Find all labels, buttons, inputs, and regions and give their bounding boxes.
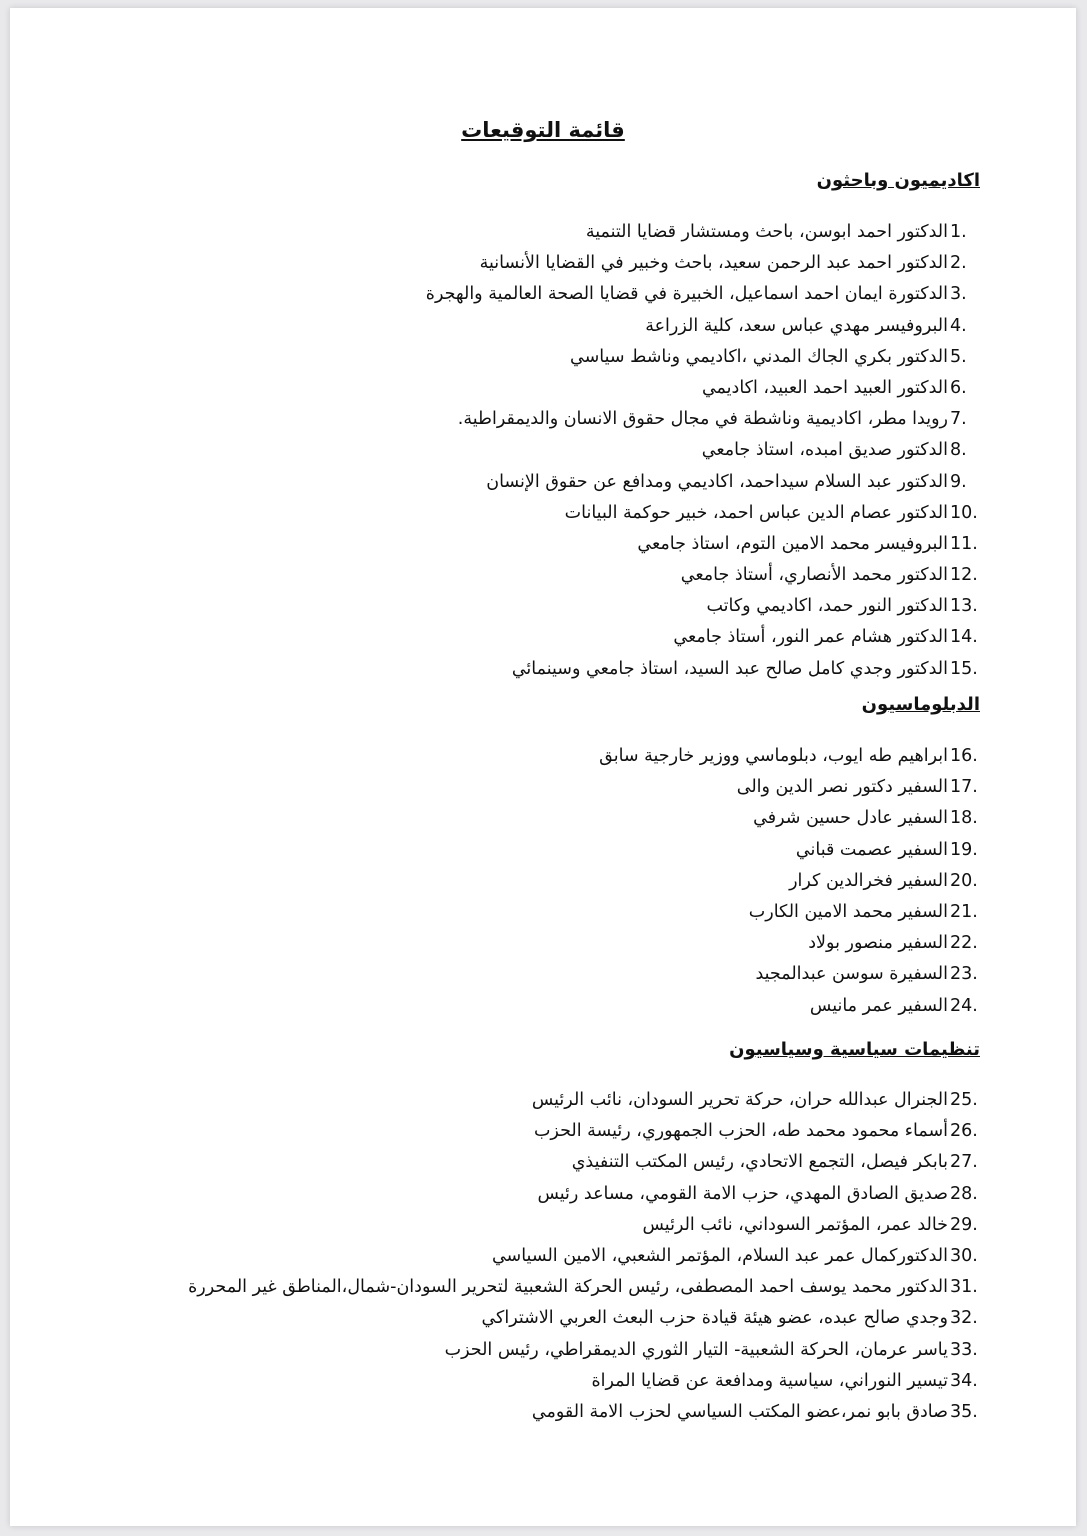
signatory-text: السفيرة سوسن عبدالمجيد: [755, 964, 948, 985]
signatory-item: [426, 560, 978, 591]
signatory-text: صديق الصادق المهدي، حزب الامة القومي، مساعد رئيس: [537, 1183, 948, 1204]
signatory-item: [426, 311, 967, 342]
signatory-item: [599, 897, 978, 928]
signatory-number: 14.: [950, 627, 978, 648]
signatory-text: الدكتور عصام الدين عباس احمد، خبير حوكمة البيانات: [564, 502, 948, 523]
document-page: [10, 8, 1076, 1526]
signatory-item: [188, 1366, 978, 1397]
signatory-list-diplomats: [599, 741, 978, 1022]
signatory-item: [599, 991, 978, 1022]
signatory-number: 17.: [950, 777, 978, 798]
signatory-text: السفير عصمت قباني: [795, 839, 948, 860]
signatory-number: 15.: [950, 658, 978, 679]
signatory-text: البروفيسر محمد الامين التوم، استاذ جامعي: [637, 533, 948, 554]
signatory-item: [188, 1335, 978, 1366]
signatory-number: 26.: [950, 1121, 978, 1142]
signatory-number: 4.: [950, 315, 967, 336]
signatory-text: السفير دكتور نصر الدين والى: [736, 777, 948, 798]
signatory-item: [426, 217, 967, 248]
signatory-item: [188, 1179, 978, 1210]
signatory-item: [599, 835, 978, 866]
signatory-number: 35.: [950, 1401, 978, 1422]
signatory-item: [599, 866, 978, 897]
signatory-number: 19.: [950, 839, 978, 860]
signatory-number: 13.: [950, 596, 978, 617]
signatory-number: 32.: [950, 1308, 978, 1329]
signatory-number: 25.: [950, 1090, 978, 1110]
signatory-text: الدكتور هشام عمر النور، أستاذ جامعي: [673, 627, 948, 648]
signatory-text: خالد عمر، المؤتمر السوداني، نائب الرئيس: [642, 1214, 948, 1235]
signatory-number: 21.: [950, 901, 978, 922]
signatory-number: 16.: [950, 746, 978, 766]
signatory-list-political: [188, 1085, 978, 1428]
signatory-text: الدكتور عبد السلام سيداحمد، اكاديمي ومدافع عن حقوق الإنسان: [486, 471, 948, 492]
signatory-item: [426, 654, 978, 685]
signatory-text: ياسر عرمان، الحركة الشعبية- التيار الثوري الديمقراطي، رئيس الحزب: [444, 1339, 948, 1360]
signatory-text: الدكتور محمد يوسف احمد المصطفى، رئيس الحركة الشعبية لتحرير السودان-شمال،المناطق غير المحررة: [188, 1277, 948, 1298]
signatory-item: [599, 772, 978, 803]
signatory-number: 23.: [950, 964, 978, 985]
signatory-text: الدكتور العبيد احمد العبيد، اكاديمي: [701, 377, 948, 398]
signatory-text: الدكتوركمال عمر عبد السلام، المؤتمر الشعبي، الامين السياسي: [491, 1245, 948, 1266]
signatory-number: 11.: [950, 533, 978, 554]
signatory-text: السفير محمد الامين الكارب: [748, 901, 948, 922]
signatory-item: [188, 1085, 978, 1116]
signatory-item: [426, 591, 978, 622]
signatory-item: [426, 248, 967, 279]
signatory-number: 20.: [950, 870, 978, 891]
signatory-item: [599, 741, 978, 772]
signatory-text: بابكر فيصل، التجمع الاتحادي، رئيس المكتب التنفيذي: [571, 1152, 948, 1173]
signatory-number: 7.: [950, 409, 967, 430]
signatory-text: الدكتور احمد عبد الرحمن سعيد، باحث وخبير في القضايا الأنسانية: [479, 253, 948, 274]
signatory-item: [426, 342, 967, 373]
signatory-text: الدكتور احمد ابوسن، باحث ومستشار قضايا التنمية: [585, 222, 948, 242]
signatory-text: الدكتور صديق امبده، استاذ جامعي: [701, 440, 948, 461]
signatory-item: [425, 279, 967, 310]
signatory-text: السفير فخرالدين كرار: [789, 870, 948, 891]
signatory-text: الجنرال عبدالله حران، حركة تحرير السودان، نائب الرئيس: [531, 1090, 948, 1110]
document-title: قائمة التوقيعات: [461, 118, 625, 142]
signatory-text: الدكتور بكري الجاك المدني ،اكاديمي وناشط سياسي: [570, 346, 948, 367]
signatory-number: 34.: [950, 1370, 978, 1391]
signatory-text: السفير منصور بولاد: [808, 933, 948, 954]
signatory-item: [188, 1116, 978, 1147]
signatory-item: [188, 1397, 978, 1428]
signatory-item: [426, 498, 978, 529]
signatory-item: [426, 435, 967, 466]
section-heading-diplomats: الدبلوماسيون: [861, 694, 980, 715]
signatory-number: 1.: [950, 222, 967, 242]
signatory-item: [188, 1303, 978, 1334]
signatory-text: الدكتور وجدي كامل صالح عبد السيد، استاذ جامعي وسينمائي: [511, 658, 948, 679]
signatory-item: [426, 404, 967, 435]
signatory-number: 30.: [950, 1245, 978, 1266]
signatory-text: تيسير النوراني، سياسية ومدافعة عن قضايا المراة: [591, 1370, 948, 1391]
signatory-number: 8.: [950, 440, 967, 461]
signatory-number: 22.: [950, 933, 978, 954]
signatory-number: 18.: [950, 808, 978, 829]
signatory-text: وجدي صالح عبده، عضو هيئة قيادة حزب البعث العربي الاشتراكي: [481, 1308, 948, 1329]
signatory-item: [188, 1147, 978, 1178]
signatory-text: الدكتور النور حمد، اكاديمي وكاتب: [706, 596, 948, 617]
signatory-number: 5.: [950, 346, 967, 367]
section-heading-political: تنظيمات سياسية وسياسيون: [729, 1039, 980, 1060]
signatory-item: [188, 1272, 978, 1303]
signatory-number: 29.: [950, 1214, 978, 1235]
signatory-item: [426, 622, 978, 653]
signatory-item: [599, 959, 978, 990]
signatory-number: 2.: [950, 253, 967, 274]
signatory-text: أسماء محمود محمد طه، الحزب الجمهوري، رئيسة الحزب: [533, 1121, 948, 1142]
signatory-item: [188, 1241, 978, 1272]
signatory-number: 10.: [950, 502, 978, 523]
signatory-text: السفير عمر مانيس: [809, 995, 948, 1016]
signatory-item: [426, 373, 967, 404]
signatory-item: [426, 529, 978, 560]
signatory-number: 24.: [950, 995, 978, 1016]
signatory-number: 6.: [950, 377, 967, 398]
signatory-text: الدكتور محمد الأنصاري، أستاذ جامعي: [680, 565, 948, 586]
signatory-number: 31.: [950, 1277, 978, 1298]
signatory-number: 27.: [950, 1152, 978, 1173]
signatory-number: 12.: [950, 565, 978, 586]
signatory-text: البروفيسر مهدي عباس سعد، كلية الزراعة: [645, 315, 948, 336]
section-heading-academics: اكاديميون وباحثون: [816, 170, 980, 191]
signatory-text: ابراهيم طه ايوب، دبلوماسي ووزير خارجية سابق: [599, 746, 948, 766]
signatory-item: [188, 1210, 978, 1241]
signatory-list-academics: [425, 217, 978, 685]
signatory-item: [426, 467, 967, 498]
signatory-text: السفير عادل حسين شرفي: [753, 808, 948, 829]
signatory-number: 3.: [950, 284, 967, 305]
signatory-number: 33.: [950, 1339, 978, 1360]
signatory-item: [599, 928, 978, 959]
signatory-text: الدكتورة ايمان احمد اسماعيل، الخبيرة في قضايا الصحة العالمية والهجرة: [425, 284, 948, 305]
signatory-number: 28.: [950, 1183, 978, 1204]
signatory-item: [599, 803, 978, 834]
signatory-text: رويدا مطر، اكاديمية وناشطة في مجال حقوق الانسان والديمقراطية.: [457, 409, 948, 430]
signatory-text: صادق بابو نمر،عضو المكتب السياسي لحزب الامة القومي: [531, 1401, 948, 1422]
signatory-number: 9.: [950, 471, 967, 492]
